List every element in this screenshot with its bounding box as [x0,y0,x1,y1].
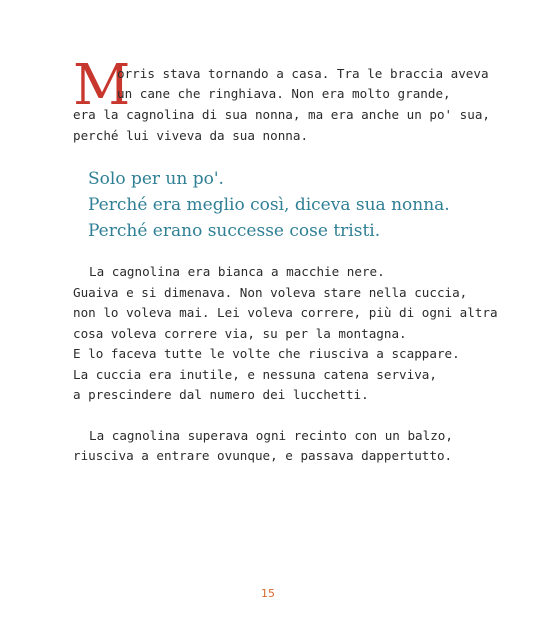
drop-cap: M [73,53,131,118]
paragraph-3-line-1: La cagnolina superava ogni recinto con un balzo, [89,428,453,443]
page-number: 15 [261,587,275,600]
paragraph-2-line-6: La cuccia era inutile, e nessuna catena serviva, [73,367,437,382]
paragraph-2-line-1: La cagnolina era bianca a macchie nere. [89,264,385,279]
paragraph-2-line-4: cosa voleva correre via, su per la montagna. [73,326,407,341]
quote-line-2: Perché era meglio così, diceva sua nonna. [88,195,450,215]
paragraph-1-line-2: un cane che ringhiava. Non era molto grande, [117,86,451,101]
paragraph-2-line-5: E lo faceva tutte le volte che riusciva a scappare. [73,346,460,361]
paragraph-1-line-1: orris stava tornando a casa. Tra le braccia aveva [117,66,489,81]
paragraph-2-line-7: a prescindere dal numero dei lucchetti. [73,387,369,402]
quote-line-1: Solo per un po'. [88,169,224,189]
quote-line-3: Perché erano successe cose tristi. [88,221,381,241]
paragraph-1-line-3: era la cagnolina di sua nonna, ma era anche un po' sua, [73,107,491,122]
paragraph-2-line-2: Guaiva e si dimenava. Non voleva stare nella cuccia, [73,285,468,300]
highlighted-quote [88,166,450,244]
paragraph-1-line-4: perché lui viveva da sua nonna. [73,128,309,143]
paragraph-3-line-2: riusciva a entrare ovunque, e passava dappertutto. [73,448,453,463]
paragraph-2-line-3: non lo voleva mai. Lei voleva correre, più di ogni altra [73,305,498,320]
